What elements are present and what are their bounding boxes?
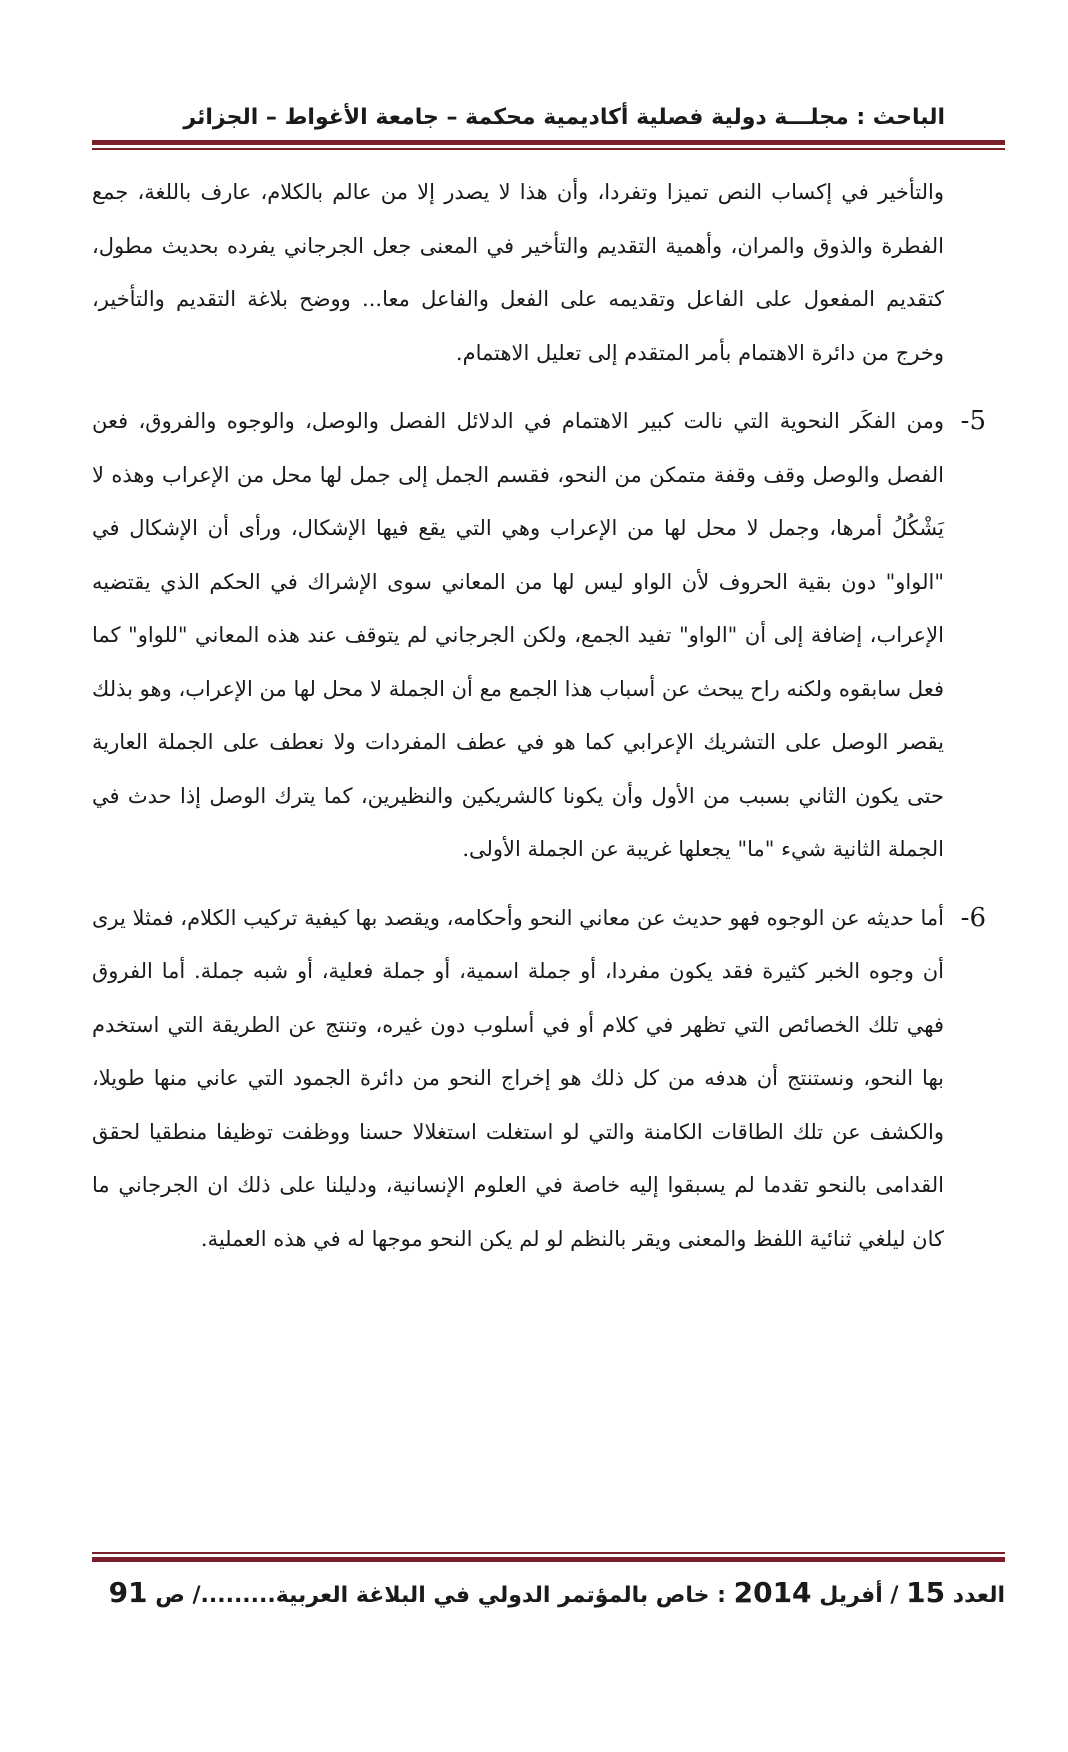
running-header: الباحث : مجلـــة دولية فصلية أكاديمية محكمة – جامعة الأغواط – الجزائر <box>183 105 945 130</box>
issue-number: 15 <box>906 1576 946 1609</box>
page-label: / ص <box>155 1583 201 1608</box>
issue-label: العدد <box>952 1583 1005 1608</box>
item-text: أما حديثه عن الوجوه فهو حديث عن معاني النحو وأحكامه، ويقصد بها كيفية تركيب الكلام، فمثلا يرى أن وجوه الخبر كثيرة فقد يكون مفردا، أو جملة اسمية، أو جملة فعلية، أو شبه جملة. أما الفروق فهي تلك الخصائص التي تظهر في كلام أو في أسلوب دون غيره، وتنتج عن الطريقة التي استخدم بها النحو، ونستنتج أن هدفه من كل ذلك هو إخراج النحو من دائرة الجمود التي عاني منها طويلا، والكشف عن تلك الطاقات الكامنة والتي لو استغلت استغلالا حسنا ووظفت توظيفا منطقيا لحقق القدامى بالنحو تقدما لم يسبقوا إليه خاصة في العلوم الإنسانية، ودليلنا على ذلك ان الجرجاني ما كان ليلغي ثنائية اللفظ والمعنى ويقر بالنظم لو لم يكن النحو موجها له في هذه العملية. <box>92 905 944 1251</box>
issue-year: 2014 <box>733 1576 812 1609</box>
page-number: 91 <box>108 1576 148 1609</box>
item-text: ومن الفكَر النحوية التي نالت كبير الاهتمام في الدلائل الفصل والوصل، والوجوه والفروق، فعن الفصل والوصل وقف وقفة متمكن من النحو، فقسم الجمل إلى جمل لها محل من الإعراب وهذه لا يَشْكُلُ أمرها، وجمل لا محل لها من الإعراب وهي التي يقع فيها الإشكال، ورأى أن الإشكال في "الواو" دون بقية الحروف لأن الواو ليس لها من المعاني سوى الإشراك في الحكم الذي يقتضيه الإعراب، إضافة إلى أن "الواو" تفيد الجمع، ولكن الجرجاني لم يتوقف عند هذه المعاني "للواو" كما فعل سابقوه ولكنه راح يبحث عن أسباب هذا الجمع مع أن الجملة لا محل لها من الإعراب، وهو بذلك يقصر الوصل على التشريك الإعرابي كما هو في عطف المفردات ولا نعطف على الجملة العارية حتى يكون الثاني بسبب من الأول وأن يكونا كالشريكين والنظيرين، كما يترك الوصل إذا حدث في الجملة الثانية شيء "ما" يجعلها غريبة عن الجملة الأولى. <box>92 409 944 861</box>
numbered-item-6 <box>92 892 986 1267</box>
header-rule-thin <box>92 148 1005 150</box>
article-body <box>92 166 986 1266</box>
item-number: 5- <box>960 406 986 436</box>
item-number: 6- <box>960 902 986 933</box>
footer-rule-thin <box>92 1552 1005 1554</box>
intro-paragraph: والتأخير في إكساب النص تميزا وتفردا، وأن هذا لا يصدر إلا من عالم بالكلام، عارف باللغة، جمع الفطرة والذوق والمران، وأهمية التقديم والتأخير في المعنى جعل الجرجاني يفرده بحديث مطول، كتقديم المفعول على الفاعل وتقديمه على الفعل والفاعل معا... ووضح بلاغة التقديم والتأخير، وخرج من دائرة الاهتمام بأمر المتقدم إلى تعليل الاهتمام. <box>92 180 944 365</box>
numbered-item-5 <box>92 395 986 877</box>
issue-month: أفريل <box>819 1583 883 1608</box>
footer-separator: / <box>890 1583 899 1608</box>
page-footer <box>92 1568 1005 1618</box>
footer-description: : خاص بالمؤتمر الدولي في البلاغة العربية......... <box>200 1583 726 1608</box>
header-rule-thick <box>92 140 1005 145</box>
footer-rule-thick <box>92 1557 1005 1562</box>
